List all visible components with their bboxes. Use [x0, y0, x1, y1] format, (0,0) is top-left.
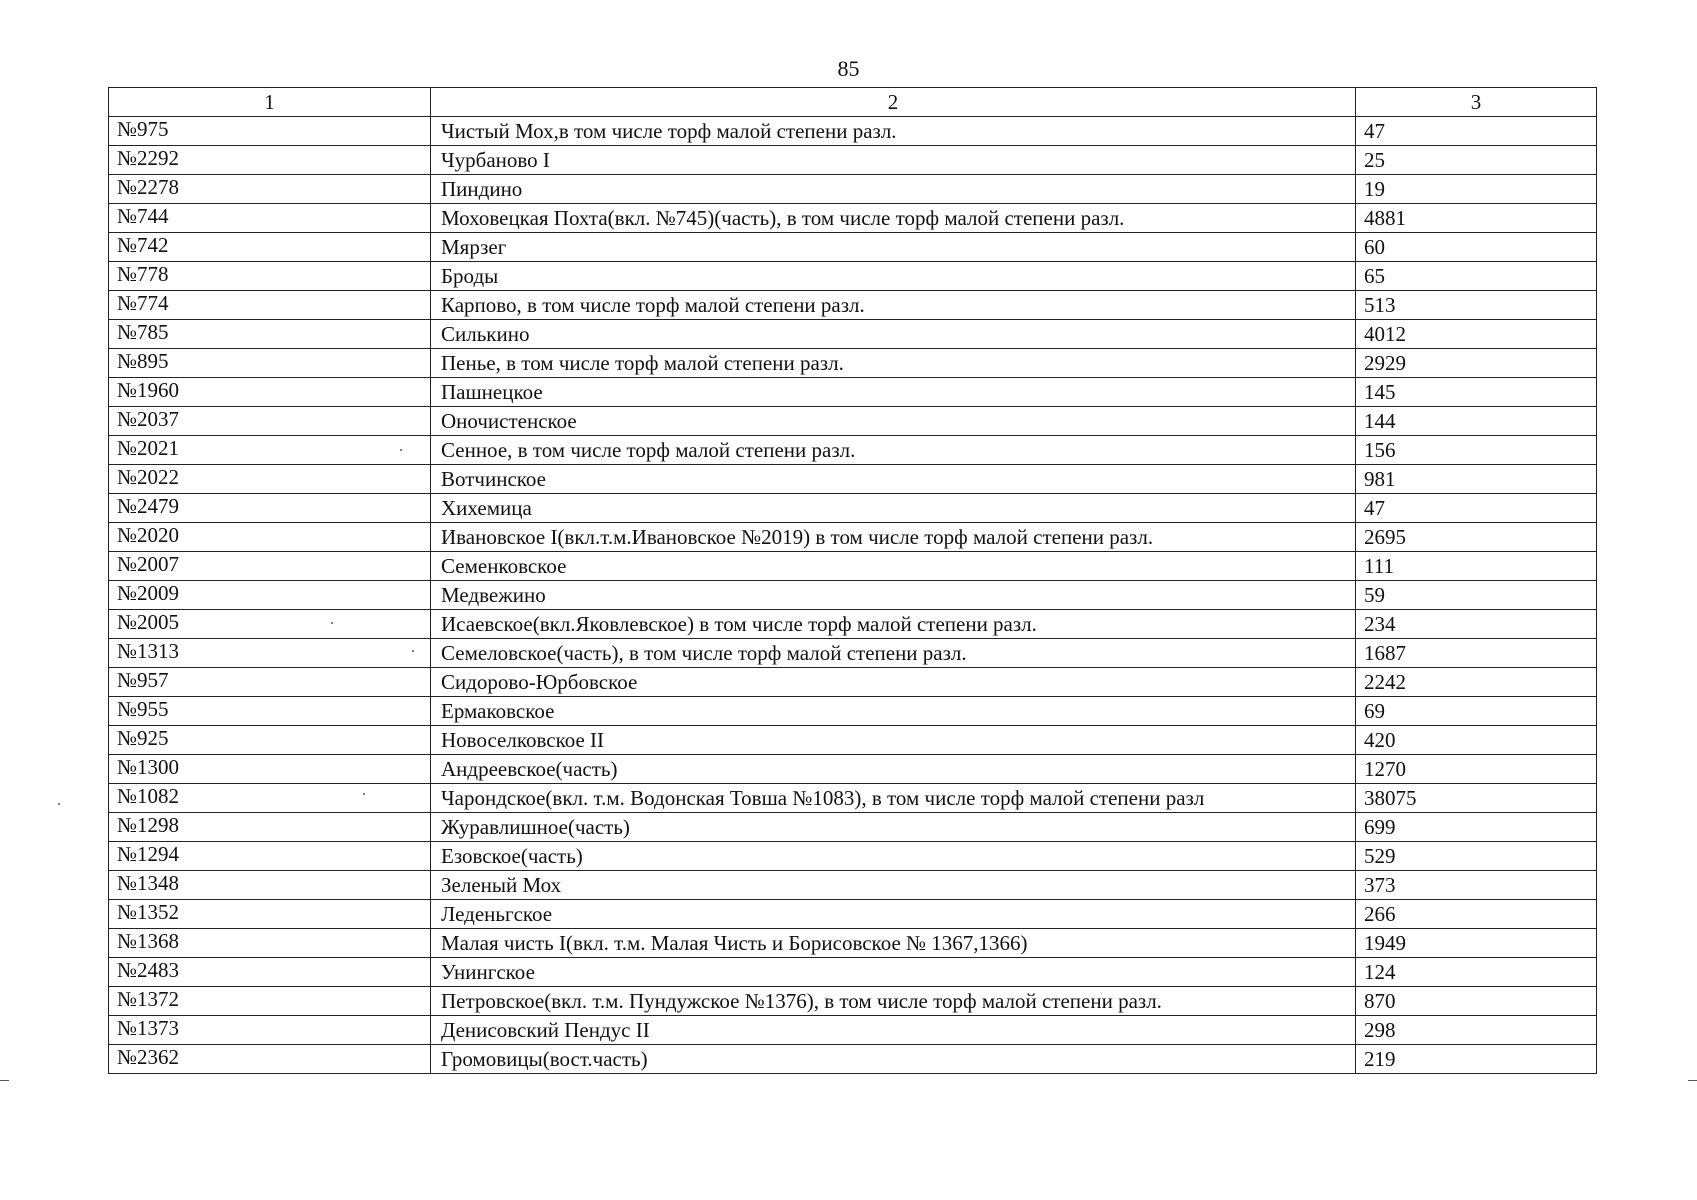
deposit-value-cell: 144: [1356, 407, 1597, 436]
column-header-1: 1: [109, 88, 431, 117]
deposit-number-cell: №2483: [109, 958, 431, 987]
table-row: [109, 987, 1597, 1016]
deposit-name-cell: Андреевское(часть): [431, 755, 1356, 784]
deposit-number-cell: №2479: [109, 494, 431, 523]
table-row: [109, 523, 1597, 552]
deposit-number-cell: №1373: [109, 1016, 431, 1045]
deposit-name-cell: Ермаковское: [431, 697, 1356, 726]
deposit-value-cell: 529: [1356, 842, 1597, 871]
deposit-value-cell: 2242: [1356, 668, 1597, 697]
page-number: 85: [837, 56, 860, 81]
deposit-name-cell: Исаевское(вкл.Яковлевское) в том числе торф малой степени разл.: [431, 610, 1356, 639]
deposit-name-cell: Мярзег: [431, 233, 1356, 262]
peat-deposit-table: [108, 87, 1597, 1074]
deposit-number-cell: №975: [109, 117, 431, 146]
deposit-value-cell: 19: [1356, 175, 1597, 204]
deposit-value-cell: 2695: [1356, 523, 1597, 552]
table-row: [109, 726, 1597, 755]
deposit-number-cell: №2020: [109, 523, 431, 552]
deposit-number-cell: №1082: [109, 784, 431, 813]
deposit-value-cell: 38075: [1356, 784, 1597, 813]
table-row: [109, 958, 1597, 987]
deposit-value-cell: 25: [1356, 146, 1597, 175]
deposit-number-cell: №2292: [109, 146, 431, 175]
deposit-name-cell: Ивановское I(вкл.т.м.Ивановское №2019) в том числе торф малой степени разл.: [431, 523, 1356, 552]
table-row: [109, 175, 1597, 204]
deposit-value-cell: 1270: [1356, 755, 1597, 784]
table-row: [109, 784, 1597, 813]
deposit-name-cell: Чарондское(вкл. т.м. Водонская Товша №1083), в том числе торф малой степени разл: [431, 784, 1356, 813]
deposit-number-cell: №1960: [109, 378, 431, 407]
deposit-number-cell: №1300: [109, 755, 431, 784]
deposit-value-cell: 47: [1356, 117, 1597, 146]
table-body: [109, 117, 1597, 1074]
deposit-value-cell: 870: [1356, 987, 1597, 1016]
table-row: [109, 146, 1597, 175]
scan-edge-mark: [0, 1080, 9, 1081]
deposit-number-cell: №785: [109, 320, 431, 349]
deposit-number-cell: №774: [109, 291, 431, 320]
deposit-number-cell: №1352: [109, 900, 431, 929]
deposit-name-cell: Леденьгское: [431, 900, 1356, 929]
deposit-value-cell: 47: [1356, 494, 1597, 523]
deposit-value-cell: 373: [1356, 871, 1597, 900]
deposit-value-cell: 1687: [1356, 639, 1597, 668]
deposit-number-cell: №957: [109, 668, 431, 697]
deposit-value-cell: 2929: [1356, 349, 1597, 378]
deposit-number-cell: №1298: [109, 813, 431, 842]
deposit-name-cell: Пашнецкое: [431, 378, 1356, 407]
table-row: [109, 755, 1597, 784]
deposit-name-cell: Журавлишное(часть): [431, 813, 1356, 842]
table-row: [109, 900, 1597, 929]
deposit-value-cell: 234: [1356, 610, 1597, 639]
deposit-name-cell: Новоселковское II: [431, 726, 1356, 755]
table-row: [109, 349, 1597, 378]
deposit-number-cell: №742: [109, 233, 431, 262]
deposit-value-cell: 266: [1356, 900, 1597, 929]
deposit-name-cell: Денисовский Пендус II: [431, 1016, 1356, 1045]
deposit-name-cell: Медвежино: [431, 581, 1356, 610]
deposit-name-cell: Чистый Мох,в том числе торф малой степени разл.: [431, 117, 1356, 146]
deposit-name-cell: Чурбаново I: [431, 146, 1356, 175]
deposit-name-cell: Сенное, в том числе торф малой степени разл.: [431, 436, 1356, 465]
deposit-number-cell: №2037: [109, 407, 431, 436]
deposit-value-cell: 1949: [1356, 929, 1597, 958]
table-row: [109, 291, 1597, 320]
table-row: [109, 378, 1597, 407]
deposit-number-cell: №1294: [109, 842, 431, 871]
table-row: [109, 436, 1597, 465]
table-row: [109, 262, 1597, 291]
deposit-name-cell: Вотчинское: [431, 465, 1356, 494]
table-row: [109, 1016, 1597, 1045]
deposit-value-cell: 145: [1356, 378, 1597, 407]
deposit-number-cell: №955: [109, 697, 431, 726]
deposit-value-cell: 59: [1356, 581, 1597, 610]
deposit-name-cell: Моховецкая Похта(вкл. №745)(часть), в том числе торф малой степени разл.: [431, 204, 1356, 233]
table-row: [109, 494, 1597, 523]
table-row: [109, 668, 1597, 697]
deposit-value-cell: 420: [1356, 726, 1597, 755]
table-row: [109, 552, 1597, 581]
deposit-name-cell: Езовское(часть): [431, 842, 1356, 871]
deposit-name-cell: Зеленый Мох: [431, 871, 1356, 900]
table-row: [109, 639, 1597, 668]
column-header-2: 2: [431, 88, 1356, 117]
deposit-number-cell: №2021: [109, 436, 431, 465]
deposit-name-cell: Пенье, в том числе торф малой степени разл.: [431, 349, 1356, 378]
table-row: [109, 929, 1597, 958]
deposit-value-cell: 981: [1356, 465, 1597, 494]
table-row: [109, 581, 1597, 610]
deposit-value-cell: 4881: [1356, 204, 1597, 233]
deposit-number-cell: №1348: [109, 871, 431, 900]
deposit-value-cell: 4012: [1356, 320, 1597, 349]
deposit-number-cell: №2005: [109, 610, 431, 639]
deposit-number-cell: №895: [109, 349, 431, 378]
deposit-name-cell: Унингское: [431, 958, 1356, 987]
deposit-value-cell: 124: [1356, 958, 1597, 987]
table-row: [109, 1045, 1597, 1074]
scan-edge-mark: [1688, 1080, 1697, 1081]
deposit-number-cell: №925: [109, 726, 431, 755]
deposit-value-cell: 69: [1356, 697, 1597, 726]
table-row: [109, 117, 1597, 146]
table-row: [109, 407, 1597, 436]
deposit-value-cell: 298: [1356, 1016, 1597, 1045]
column-header-3: 3: [1356, 88, 1597, 117]
scan-speck: [58, 803, 60, 805]
deposit-name-cell: Оночистенское: [431, 407, 1356, 436]
deposit-number-cell: №1372: [109, 987, 431, 1016]
deposit-number-cell: №778: [109, 262, 431, 291]
deposit-name-cell: Силькино: [431, 320, 1356, 349]
scan-speck: [331, 622, 333, 624]
deposit-name-cell: Петровское(вкл. т.м. Пундужское №1376), в том числе торф малой степени разл.: [431, 987, 1356, 1016]
deposit-name-cell: Сидорово-Юрбовское: [431, 668, 1356, 697]
deposit-name-cell: Броды: [431, 262, 1356, 291]
deposit-value-cell: 65: [1356, 262, 1597, 291]
header-row: [109, 88, 1597, 117]
deposit-value-cell: 699: [1356, 813, 1597, 842]
deposit-value-cell: 156: [1356, 436, 1597, 465]
deposit-name-cell: Карпово, в том числе торф малой степени разл.: [431, 291, 1356, 320]
deposit-number-cell: №2009: [109, 581, 431, 610]
deposit-name-cell: Малая чисть I(вкл. т.м. Малая Чисть и Борисовское № 1367,1366): [431, 929, 1356, 958]
scan-speck: [412, 650, 414, 652]
deposit-value-cell: 219: [1356, 1045, 1597, 1074]
deposit-number-cell: №2022: [109, 465, 431, 494]
table-row: [109, 204, 1597, 233]
table-header: [109, 88, 1597, 117]
table-row: [109, 465, 1597, 494]
deposit-number-cell: №2362: [109, 1045, 431, 1074]
scan-speck: [363, 793, 365, 795]
deposit-name-cell: Хихемица: [431, 494, 1356, 523]
table-row: [109, 233, 1597, 262]
table-row: [109, 813, 1597, 842]
deposit-value-cell: 111: [1356, 552, 1597, 581]
deposit-number-cell: №744: [109, 204, 431, 233]
deposit-name-cell: Семенковское: [431, 552, 1356, 581]
table-row: [109, 320, 1597, 349]
deposit-value-cell: 60: [1356, 233, 1597, 262]
deposit-value-cell: 513: [1356, 291, 1597, 320]
deposit-number-cell: №1313: [109, 639, 431, 668]
deposit-name-cell: Семеловское(часть), в том числе торф малой степени разл.: [431, 639, 1356, 668]
deposit-number-cell: №2278: [109, 175, 431, 204]
scan-speck: [400, 449, 402, 451]
table-row: [109, 610, 1597, 639]
table-row: [109, 842, 1597, 871]
deposit-number-cell: №1368: [109, 929, 431, 958]
deposit-number-cell: №2007: [109, 552, 431, 581]
deposit-name-cell: Пиндино: [431, 175, 1356, 204]
table-row: [109, 697, 1597, 726]
deposit-name-cell: Громовицы(вост.часть): [431, 1045, 1356, 1074]
table-row: [109, 871, 1597, 900]
